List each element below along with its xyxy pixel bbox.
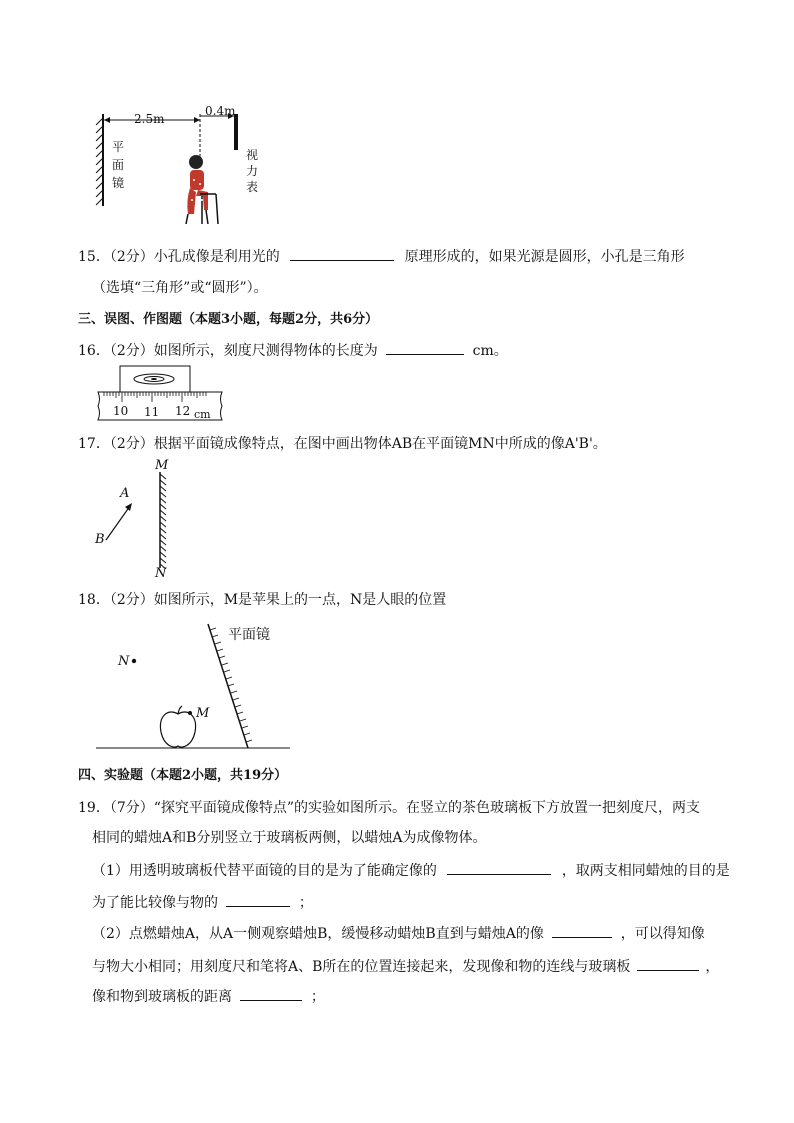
q19-part2-line1 — [92, 923, 705, 944]
q19-p2a: （2）点燃蜡烛A，从A一侧观察蜡烛B，缓慢移动蜡烛B直到与蜡烛A的像 — [92, 926, 544, 942]
mirror-label-3: 镜 — [112, 176, 125, 190]
label-mirror: 平面镜 — [228, 627, 270, 643]
q19-p2b: ，可以得知像 — [620, 926, 705, 942]
q19-blank-4[interactable] — [637, 956, 699, 971]
mirror-label-2: 面 — [112, 158, 125, 172]
label-N-eye: N — [118, 654, 130, 669]
question-17: 17．（2分）根据平面镜成像特点，在图中画出物体AB在平面镜MN中所成的像A'B'。 — [78, 436, 607, 452]
dist-2.5m-label: 2.5m — [134, 112, 165, 126]
q19-p2c: 与物大小相同；用刻度尺和笔将A、B所在的位置连接起来，发现像和物的连线与玻璃板 — [92, 959, 631, 975]
chart-label-2: 力 — [246, 164, 259, 178]
chart-label-1: 视 — [246, 148, 259, 162]
question-19-line1: 19．（7分）“探究平面镜成像特点”的实验如图所示。在竖立的茶色玻璃板下方放置一把刻度尺，两支 — [78, 800, 701, 816]
q16-answer-blank[interactable] — [386, 340, 464, 355]
q15-answer-blank[interactable] — [290, 246, 394, 261]
mirror-label-1: 平 — [112, 140, 125, 154]
dist-0.4m-label: 0.4m — [205, 104, 236, 118]
q19-p1d: ； — [298, 895, 313, 911]
q19-blank-3[interactable] — [552, 923, 612, 938]
person-figure — [186, 155, 218, 224]
q19-blank-2[interactable] — [226, 892, 290, 907]
section-3-heading: 三、误图、作图题（本题3小题，每题2分，共6分） — [78, 312, 379, 327]
ruler-unit: cm — [194, 408, 211, 421]
q19-part1-line1 — [92, 860, 730, 881]
q15-text: 15．（2分）小孔成像是利用光的 — [78, 249, 280, 265]
q19-p2e: 像和物到玻璃板的距离 — [92, 989, 232, 1005]
chart-label-3: 表 — [246, 180, 259, 194]
q19-p2f: ； — [310, 989, 325, 1005]
ruler-tick-11: 11 — [144, 405, 160, 419]
q19-blank-5[interactable] — [240, 986, 302, 1001]
section-4-heading: 四、实验题（本题2小题，共19分） — [78, 768, 288, 783]
label-A: A — [120, 486, 130, 501]
question-19-line2: 相同的蜡烛A和B分别竖立于玻璃板两侧，以蜡烛A为成像物体。 — [92, 830, 487, 846]
ruler-tick-12: 12 — [175, 404, 191, 418]
q16-unit: cm。 — [472, 343, 508, 359]
label-N: N — [155, 566, 167, 581]
question-16 — [78, 340, 508, 361]
q19-p1b: ，取两支相同蜡烛的目的是 — [561, 863, 730, 879]
q19-p1c: 为了能比较像与物的 — [92, 895, 218, 911]
mirror-mn-figure — [90, 456, 180, 582]
question-15-line2: （选填“三角形”或“圆形”）。 — [92, 280, 268, 296]
q19-p1a: （1）用透明玻璃板代替平面镜的目的是为了能确定像的 — [92, 863, 437, 879]
q19-part2-line3 — [92, 986, 325, 1007]
question-18: 18．（2分）如图所示，M是苹果上的一点，N是人眼的位置 — [78, 592, 447, 608]
q16-text: 16．（2分）如图所示，刻度尺测得物体的长度为 — [78, 343, 378, 359]
ruler-tick-10: 10 — [113, 404, 129, 418]
label-M-apple: M — [196, 706, 210, 721]
label-M: M — [155, 458, 169, 473]
label-B: B — [95, 532, 105, 547]
q19-part2-line2 — [92, 956, 719, 977]
question-15-line1 — [78, 246, 685, 267]
q19-part1-line2 — [92, 892, 313, 913]
q15-text-after: 原理形成的，如果光源是圆形，小孔是三角形 — [404, 249, 685, 265]
q19-p2d: ， — [705, 959, 720, 975]
q19-blank-1[interactable] — [447, 860, 551, 875]
